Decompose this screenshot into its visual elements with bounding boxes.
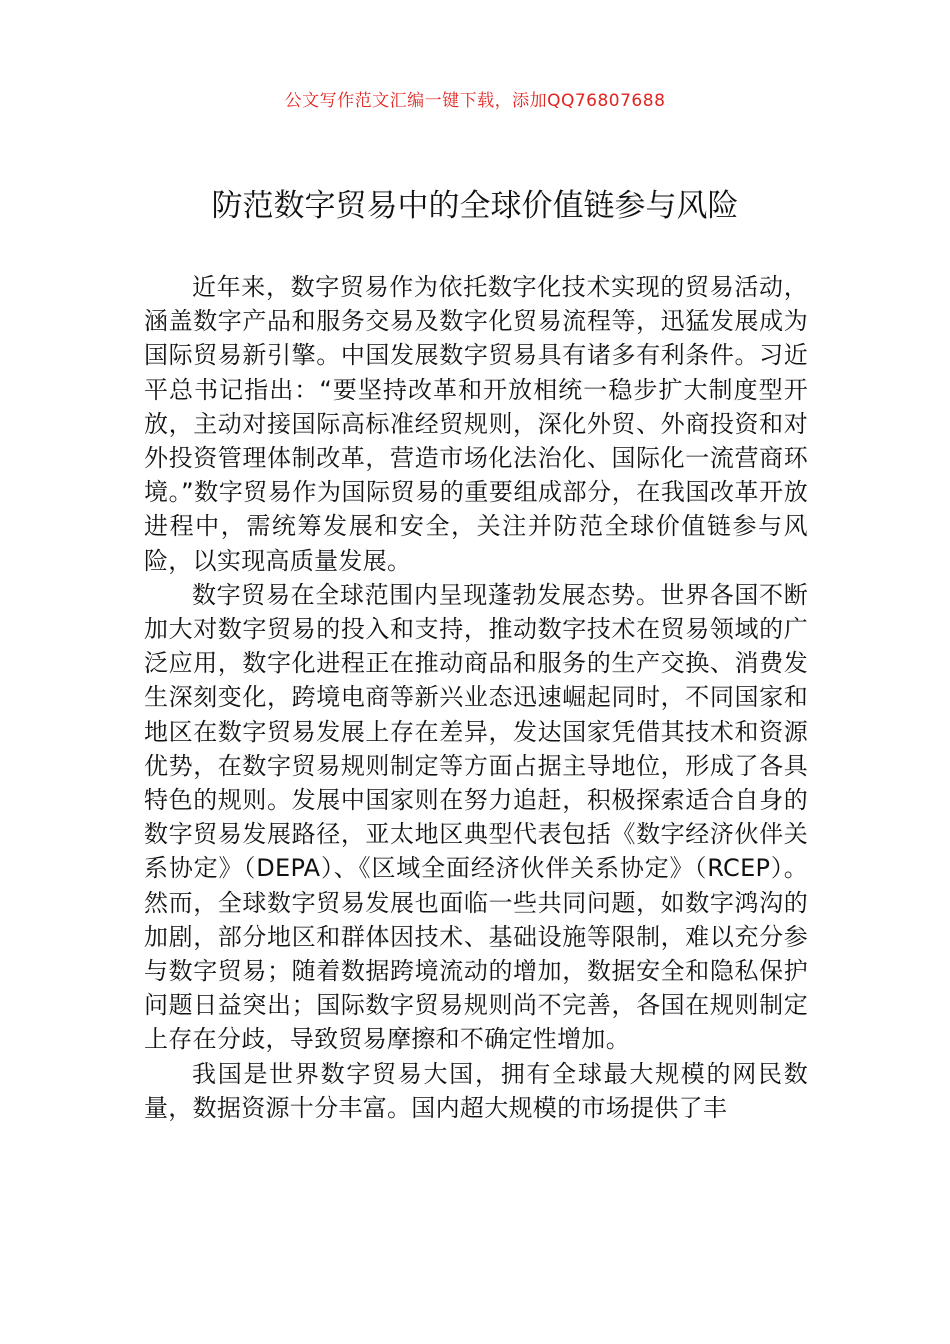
document-body [144, 270, 808, 1125]
document-title: 防范数字贸易中的全球价值链参与风险 [211, 188, 739, 224]
paragraph-china: 我国是世界数字贸易大国，拥有全球最大规模的网民数量，数据资源十分丰富。国内超大规模的市场提供了丰 [144, 1059, 808, 1122]
paragraph-intro: 近年来，数字贸易作为依托数字化技术实现的贸易活动，涵盖数字产品和服务交易及数字化贸易流程等，迅猛发展成为国际贸易新引擎。中国发展数字贸易具有诸多有利条件。习近平总书记指出：“要坚持改革和开放相统一稳步扩大制度型开放，主动对接国际高标准经贸规则，深化外贸、外商投资和对外投资管理体制改革，营造市场化法治化、国际化一流营商环境。”数字贸易作为国际贸易的重要组成部分，在我国改革开放进程中，需统筹发展和安全，关注并防范全球价值链参与风险，以实现高质量发展。 [144, 273, 808, 575]
header-download-note: 公文写作范文汇编一键下载，添加QQ76807688 [284, 91, 666, 111]
paragraph-global-trend: 数字贸易在全球范围内呈现蓬勃发展态势。世界各国不断加大对数字贸易的投入和支持，推动数字技术在贸易领域的广泛应用，数字化进程正在推动商品和服务的生产交换、消费发生深刻变化，跨境电商等新兴业态迅速崛起同时，不同国家和地区在数字贸易发展上存在差异，发达国家凭借其技术和资源优势，在数字贸易规则制定等方面占据主导地位，形成了各具特色的规则。发展中国家则在努力追赶，积极探索适合自身的数字贸易发展路径，亚太地区典型代表包括《数字经济伙伴关系协定》（DEPA）、《区域全面经济伙伴关系协定》（RCEP）。然而，全球数字贸易发展也面临一些共同问题，如数字鸿沟的加剧，部分地区和群体因技术、基础设施等限制，难以充分参与数字贸易；随着数据跨境流动的增加，数据安全和隐私保护问题日益突出；国际数字贸易规则尚不完善，各国在规则制定上存在分歧，导致贸易摩擦和不确定性增加。 [144, 580, 808, 1054]
